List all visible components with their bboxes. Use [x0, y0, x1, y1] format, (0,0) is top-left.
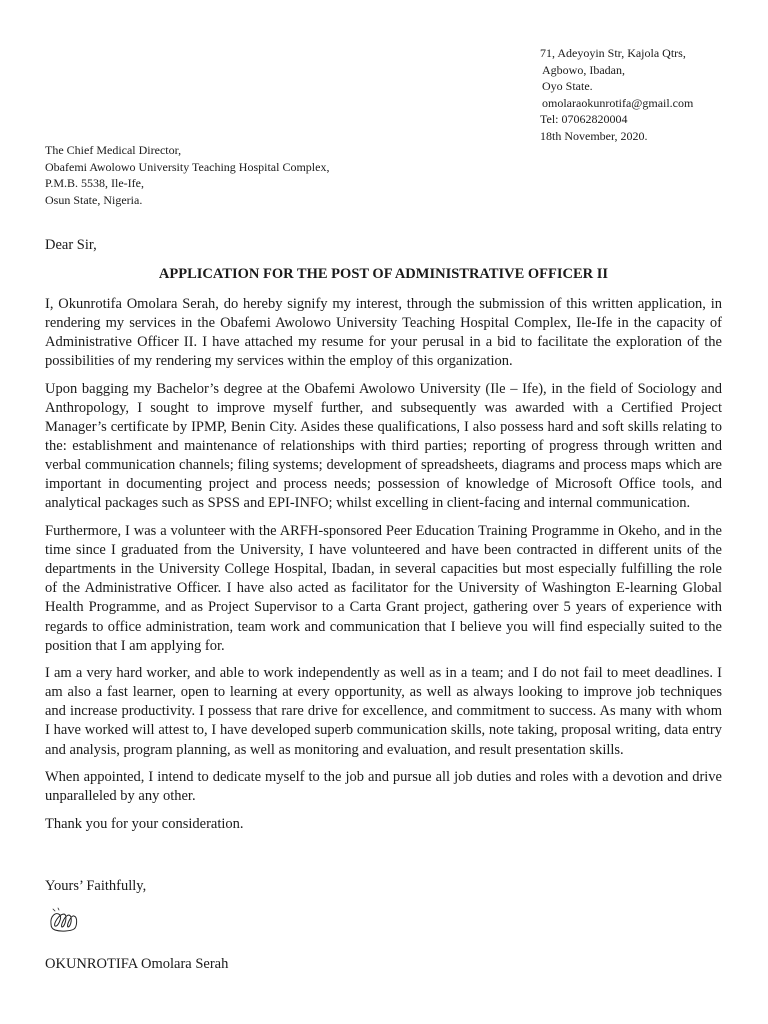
body-paragraph-intro: I, Okunrotifa Omolara Serah, do hereby signify my interest, through the submission of this written application, in rendering my services in the Obafemi Awolowo University Teaching Hospital Complex, Ile-Ife in the capacity of Administrative Officer II. I have attached my resume for your perusal in a bid to facilitate the exploration of the possibilities of my rendering my services within the employ of this organization.: [45, 296, 722, 370]
sender-street: 71, Adeyoyin Str, Kajola Qtrs,: [540, 46, 686, 60]
sender-address: [540, 45, 693, 145]
sender-state: Oyo State.: [542, 79, 593, 94]
recipient-address: [45, 142, 329, 208]
body-paragraph-commitment: When appointed, I intend to dedicate myself to the job and pursue all job duties and roles with a devotion and drive unparalleled by any other.: [45, 769, 722, 805]
letter-subject: APPLICATION FOR THE POST OF ADMINISTRATIVE OFFICER II: [158, 266, 609, 282]
sender-city: Agbowo, Ibadan,: [542, 62, 625, 77]
body-paragraph-qualities: I am a very hard worker, and able to work independently as well as in a team; and I do not fail to meet deadlines. I am also a fast learner, open to learning at every opportunity, as well as always looking to improve job techniques and increase productivity. I possess that rare drive for excellence, and commitment to success. As many with whom I have worked will attest to, I have developed superb communication skills, note taking, proposal writing, data entry and analysis, program planning, as well as monitoring and evaluation, and result presentation skills.: [45, 665, 722, 758]
body-paragraph-education: Upon bagging my Bachelor’s degree at the Obafemi Awolowo University (Ile – Ife), in the field of Sociology and Anthropology, I sought to improve myself further, and subsequently was awarded with a Certified Project Manager’s certificate by IPMP, Benin City. Asides these qualifications, I also possess hard and soft skills relating to the: establishment and maintenance of relationships with third parties; reporting of progress through written and verbal communication channels; filing systems; development of spreadsheets, diagrams and process maps which are important in documenting project and process needs; possession of knowledge of Microsoft Office tools, and analytical packages such as SPSS and EPI-INFO; whilst excelling in client-facing and internal communication.: [45, 380, 722, 512]
signature-icon: [47, 905, 81, 939]
body-paragraph-experience: Furthermore, I was a volunteer with the ARFH-sponsored Peer Education Training Programme in Okeho, and in the time since I graduated from the University, I have volunteered and have been contracted in different units of the departments in the University College Hospital, Ibadan, in several capacities but most especially fulfilling the role of the Administrative Officer. I have also acted as facilitator for the University of Washington E-learning Global Health Programme, and as Project Supervisor to a Carta Grant project, gathering over 5 years of experience with regards to office administration, team work and communication that I believe you will find especially suited to the position that I am applying for.: [45, 523, 722, 654]
signatory-name: OKUNROTIFA Omolara Serah: [45, 956, 229, 972]
sender-phone: Tel: 07062820004: [540, 112, 628, 127]
recipient-pmb: P.M.B. 5538, Ile-Ife,: [45, 176, 144, 191]
salutation: Dear Sir,: [45, 237, 97, 253]
complimentary-close: Yours’ Faithfully,: [45, 878, 147, 894]
recipient-state: Osun State, Nigeria.: [45, 192, 143, 207]
body-paragraph-thanks: Thank you for your consideration.: [45, 815, 244, 832]
recipient-title: The Chief Medical Director,: [45, 143, 182, 157]
sender-email: omolaraokunrotifa@gmail.com: [542, 95, 694, 110]
recipient-organization: Obafemi Awolowo University Teaching Hospital Complex,: [45, 159, 330, 174]
letter-body: [45, 295, 722, 842]
letter-date: 18th November, 2020.: [540, 128, 648, 143]
